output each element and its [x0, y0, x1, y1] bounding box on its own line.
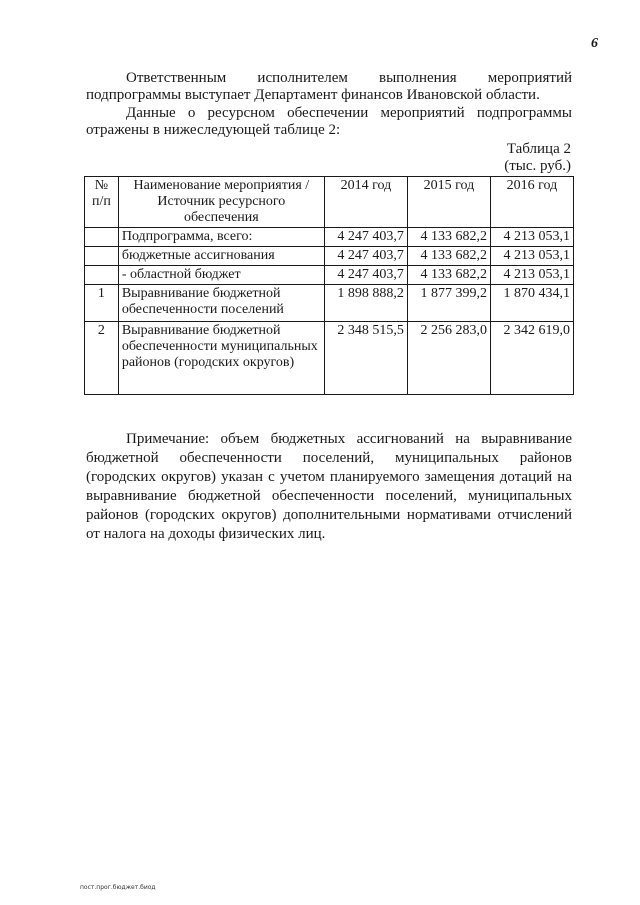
- table-row: [85, 266, 574, 285]
- row-2014: 4 247 403,7: [324, 266, 407, 285]
- row-2016: 1 870 434,1: [490, 285, 573, 322]
- row-num: [85, 266, 119, 285]
- table-units: (тыс. руб.): [504, 158, 571, 174]
- row-name: Выравнивание бюджетной обеспеченности поселений: [118, 285, 324, 322]
- resource-table: [84, 176, 574, 395]
- row-name: бюджетные ассигнования: [118, 247, 324, 266]
- row-num: [85, 228, 119, 247]
- row-num: 2: [85, 322, 119, 395]
- row-2016: 4 213 053,1: [490, 247, 573, 266]
- table-caption-block: [504, 141, 571, 175]
- table-caption: Таблица 2: [506, 141, 571, 157]
- row-num: 1: [85, 285, 119, 322]
- row-2015: 4 133 682,2: [407, 266, 490, 285]
- table-row: [85, 228, 574, 247]
- note-paragraph: Примечание: объем бюджетных ассигнований на выравнивание бюджетной обеспеченности поселений, муниципальных районов (городских округов) указан с учетом планируемого замещения дотаций на выравнивание бюджетной обеспеченности поселений, муниципальных районов (городских округов) дополнительными нормативами отчислений от налога на доходы физических лиц.: [86, 431, 572, 542]
- row-2014: 1 898 888,2: [324, 285, 407, 322]
- table-row: [85, 322, 574, 395]
- page-number: 6: [591, 36, 598, 51]
- row-2014: 4 247 403,7: [324, 228, 407, 247]
- row-2014: 4 247 403,7: [324, 247, 407, 266]
- row-num: [85, 247, 119, 266]
- row-2015: 2 256 283,0: [407, 322, 490, 395]
- row-2016: 2 342 619,0: [490, 322, 573, 395]
- header-num: № п/п: [85, 177, 119, 228]
- header-2015: 2015 год: [407, 177, 490, 228]
- table-header-row: [85, 177, 574, 228]
- header-2014: 2014 год: [324, 177, 407, 228]
- row-2016: 4 213 053,1: [490, 266, 573, 285]
- paragraph-resource-intro: Данные о ресурсном обеспечении мероприятий подпрограммы отражены в нижеследующей таблице 2:: [86, 105, 572, 138]
- row-name: Подпрограмма, всего:: [118, 228, 324, 247]
- table-row: [85, 247, 574, 266]
- footer-file-label: пост.прог.бюджет.биод: [80, 884, 156, 891]
- header-2016: 2016 год: [490, 177, 573, 228]
- paragraph-responsible-executor: Ответственным исполнителем выполнения мероприятий подпрограммы выступает Департамент финансов Ивановской области.: [86, 70, 572, 103]
- row-name: - областной бюджет: [118, 266, 324, 285]
- row-2016: 4 213 053,1: [490, 228, 573, 247]
- row-2014: 2 348 515,5: [324, 322, 407, 395]
- table-row: [85, 285, 574, 322]
- row-name: Выравнивание бюджетной обеспеченности муниципальных районов (городских округов): [118, 322, 324, 395]
- row-2015: 1 877 399,2: [407, 285, 490, 322]
- row-2015: 4 133 682,2: [407, 228, 490, 247]
- row-2015: 4 133 682,2: [407, 247, 490, 266]
- header-name: Наименование мероприятия / Источник ресурсного обеспечения: [118, 177, 324, 228]
